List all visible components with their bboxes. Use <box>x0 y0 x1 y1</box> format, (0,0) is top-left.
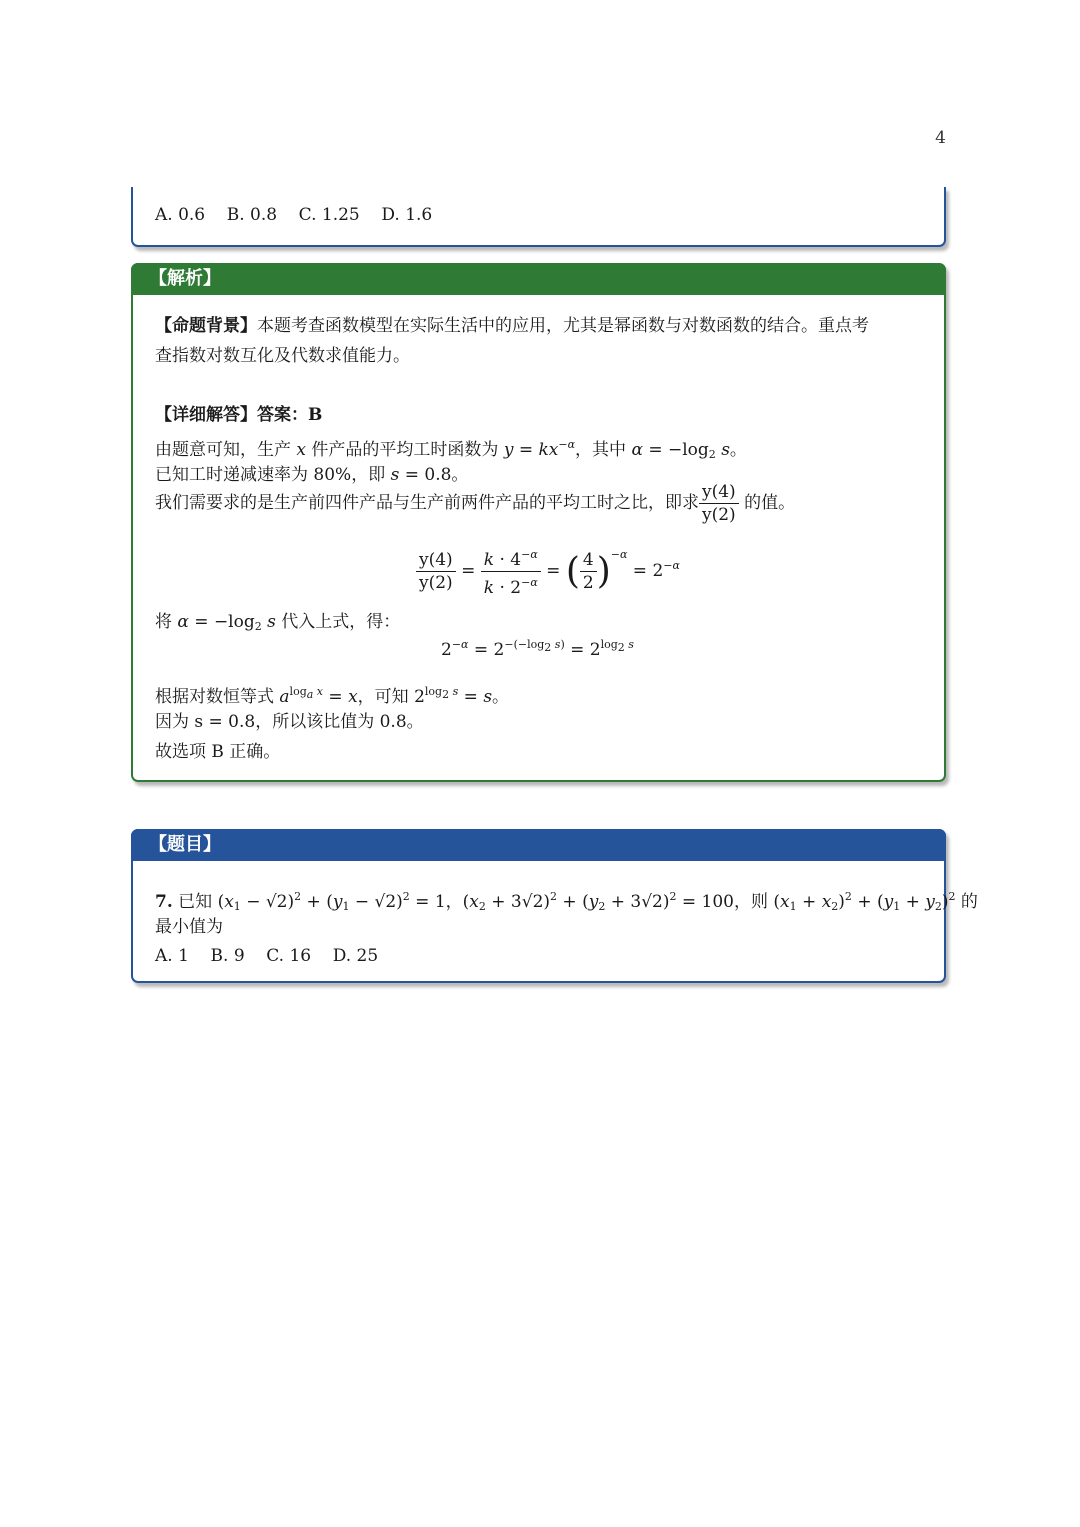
question-line-2: 最小值为 <box>155 917 223 937</box>
detail-label: 【详细解答】答案：B <box>155 405 323 425</box>
page-number: 4 <box>935 128 946 148</box>
ratio-fraction: $\frac{y(4)}{y(2)}$ <box>699 481 739 526</box>
detail-line-2: 已知工时递减速率为 80%，即 s = 0.8。 <box>155 465 469 485</box>
background-label: 【命题背景】 <box>155 316 257 336</box>
question-options: A. 1 B. 9 C. 16 D. 25 <box>155 946 379 966</box>
detail-line-6: 因为 s = 0.8，所以该比值为 0.8。 <box>155 712 424 732</box>
display-equation-2: $2^{-\alpha} = 2^{-(-log_2 s)} = 2^{log_2 s}$ <box>441 638 634 660</box>
detail-line-1: 由题意可知，生产 x 件产品的平均工时函数为 $y = kx^{-\alpha}$，其中 $\alpha = -\log_2$ s。 <box>155 438 747 461</box>
background-line-2: 查指数对数互化及代数求值能力。 <box>155 346 410 366</box>
analysis-box <box>131 263 946 782</box>
detail-line-4: 将 $\alpha = -\log_2$ s 代入上式，得： <box>155 612 401 633</box>
question-box <box>131 829 978 983</box>
detail-line-7: 故选项 B 正确。 <box>155 742 281 762</box>
detail-line-3: 我们需要求的是生产前四件产品与生产前两件产品的平均工时之比，即求 $\frac{y(4)}{y(2)}$ 的值。 <box>155 482 796 525</box>
question-header: 【题目】 <box>131 829 946 861</box>
background-text-1: 本题考查函数模型在实际生活中的应用，尤其是幂函数与对数函数的结合。重点考 <box>257 316 869 336</box>
detail-line-5: 根据对数恒等式 $a^{log_a x} = x$，可知 $2^{log_2 s} = s$。 <box>155 685 510 707</box>
question-continuation-box <box>131 187 946 247</box>
answer-options: A. 0.6 B. 0.8 C. 1.25 D. 1.6 <box>155 205 433 225</box>
display-equation-1: $\frac{y(4)}{y(2)}$ = $\frac{k \cdot 4^{-\alpha}}{k \cdot 2^{-\alpha}}$ = ( $\frac{4}{2}$ )$^{-\alpha} = 2^{-\alpha}$ <box>416 544 680 599</box>
question-line-1: 7. 已知 $(x_1 - √2)^2 + (y_1 - √2)^2 = 1$，$(x_2 + 3√2)^2 + (y_2 + 3√2)^2 = 100$，则 $(x_1 + x_2)^2 + (y_1 + y_2)^2$ 的 <box>155 890 978 913</box>
background-line-1 <box>155 314 869 338</box>
analysis-header: 【解析】 <box>131 263 946 295</box>
